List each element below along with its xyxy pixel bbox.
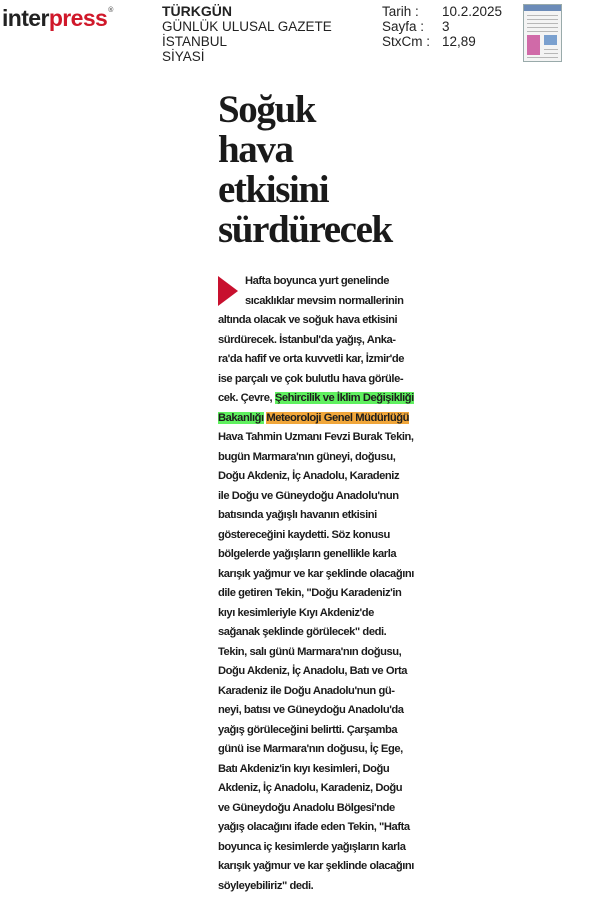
highlight-meteoroloji: Meteoroloji Genel Müdürlüğü: [266, 411, 409, 424]
date-value: 10.2.2025: [442, 4, 503, 19]
article-body: Hafta boyunca yurt genelinde sıcaklıklar mevsim normallerinin altında olacak ve soğuk hava etkisini sürdürecek. İstanbul'da yağış, Anka- ra'da hafif ve orta kuvvetli kar, İzmir'de ise parçalı ve çok bulutlu hava görüle- cek. Çevre, Şehircilik ve İklim Değişikliği Bakanlığı Meteoroloji Genel Müdürlüğü Hava Tahmin Uzmanı Fevzi Burak Tekin, bugün Marmara'nın güneyi, doğusu, Doğu Akdeniz, İç Anadolu, Karadeniz ile Doğu ve Güneydoğu Anadolu'nun batısında yağışlı havanın etkisini göstereceğini kaydetti. Söz konusu bölgelerde yağışların genellikle karla karışık yağmur ve kar şeklinde olacağını dile getiren Tekin, "Doğu Karadeniz'in kıyı kesimleriyle Kıyı Akdeniz'de sağanak şeklinde görülecek" dedi. Tekin, salı günü Marmara'nın doğusu, Doğu Akdeniz, İç Anadolu, Batı ve Orta Karadeniz ile Doğu Anadolu'nun gü- neyi, batısı ve Güneydoğu Anadolu'da yağış görüleceğini belirtti. Çarşamba günü ise Marmara'nın doğusu, İç Ege, Batı Akdeniz'in kıyı kesimleri, Doğu Akdeniz, İç Anadolu, Karadeniz, Doğu ve Güneydoğu Anadolu Bölgesi'nde yağış olacağını ifade eden Tekin, "Hafta boyunca iç kesimlerde yağışların karla karışık yağmur ve kar şeklinde olacağını söyleyebiliriz" dedi.: [218, 275, 414, 892]
publication-city: İSTANBUL: [162, 34, 228, 49]
stxcm-label: StxCm :: [382, 34, 431, 49]
page-thumbnail[interactable]: [523, 4, 562, 62]
page-label: Sayfa :: [382, 19, 425, 34]
publication-type: GÜNLÜK ULUSAL GAZETE: [162, 19, 332, 34]
stxcm-row: [382, 34, 502, 49]
publication-info: [162, 4, 332, 64]
stxcm-value: 12,89: [442, 34, 476, 49]
date-label: Tarih :: [382, 4, 419, 19]
clipping-details: [382, 4, 502, 49]
highlight-ministry: Şehircilik ve İklim Değişikliği: [274, 392, 414, 404]
page-row: [382, 19, 502, 34]
page-value: 3: [442, 19, 450, 34]
publication-name: TÜRKGÜN: [162, 3, 232, 19]
interpress-logo: interpress®: [2, 5, 113, 31]
red-triangle-marker-icon: [218, 276, 238, 306]
publication-section: SİYASİ: [162, 49, 205, 64]
article-headline: Soğuk hava etkisini sürdürecek: [218, 88, 392, 251]
date-row: [382, 4, 502, 19]
news-article: [218, 88, 414, 896]
